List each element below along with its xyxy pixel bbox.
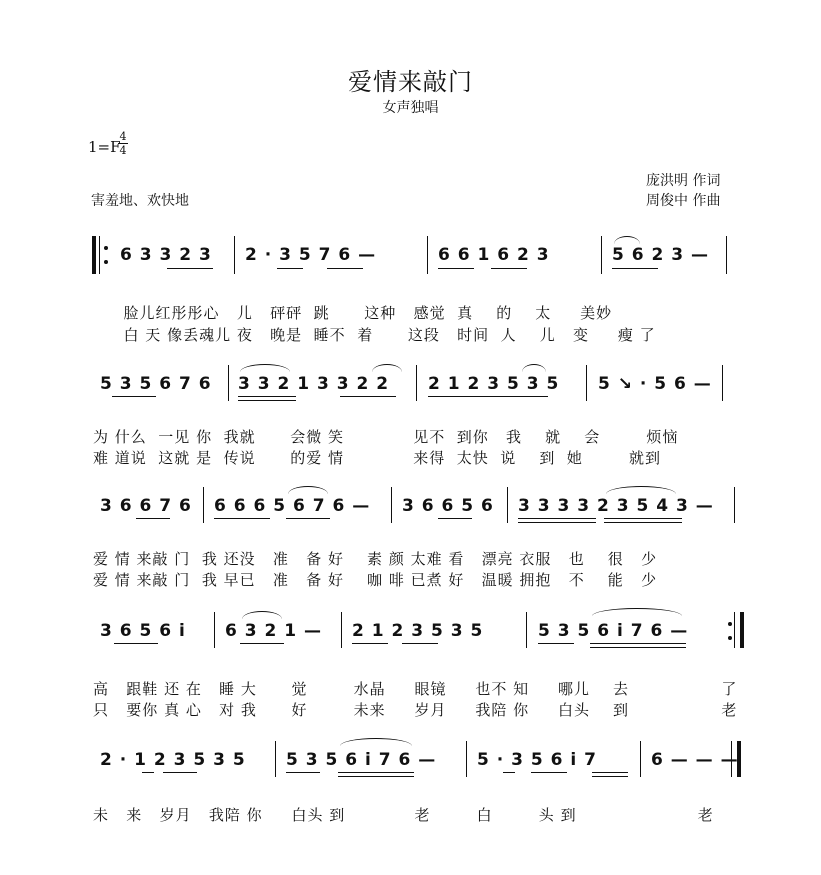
measure-notes: 5 3 5 6 7 6 — [100, 374, 212, 394]
slur — [242, 611, 282, 619]
barline — [726, 236, 727, 274]
slur — [288, 486, 328, 494]
composer-credit: 周俊中 作曲 — [646, 193, 721, 209]
beat-underline — [352, 643, 388, 644]
barline — [275, 741, 276, 777]
barline — [203, 487, 204, 523]
beat-underline — [327, 268, 363, 269]
measure-notes: 3 3 2 1 3 3 2 2 — [238, 374, 390, 394]
barline — [214, 612, 215, 648]
barline — [722, 365, 723, 401]
measure-notes: 3 6 5 6 i — [100, 621, 186, 641]
lyric-line: 爱 情 来敲 门 我 早已 准 备 好 咖 啡 已煮 好 温暖 拥抱 不 能 少 — [93, 571, 658, 589]
barline — [466, 741, 467, 777]
lyric-line: 难 道说 这就 是 传说 的爱 情 来得 太快 说 到 她 就到 — [93, 449, 662, 467]
measure-notes: 3 3 3 3 2 3 5 4 3 — — [518, 496, 714, 516]
beat-underline — [277, 268, 303, 269]
beat-underline — [163, 772, 197, 773]
lyricist-credit: 庞洪明 作词 — [646, 173, 721, 189]
lyric-line: 白 天 像丢魂儿 夜 晚是 睡不 着 这段 时间 人 儿 变 瘦 了 — [112, 326, 656, 344]
slur — [372, 364, 402, 372]
beat-underline — [503, 772, 515, 773]
measure-notes: 6 6 1 6 2 3 — [438, 245, 550, 265]
measure-notes: 5 3 5 6 i 7 6 — — [286, 750, 437, 770]
beat-underline — [238, 400, 296, 401]
barline — [234, 236, 235, 274]
lyric-line: 为 什么 一见 你 我就 会微 笑 见不 到你 我 就 会 烦恼 — [93, 428, 679, 446]
beat-underline — [286, 518, 330, 519]
beat-underline — [238, 396, 296, 397]
beat-underline — [428, 396, 548, 397]
measure-notes: 6 — — — — [651, 750, 739, 770]
final-barline — [737, 741, 741, 777]
measure-notes: 2 1 2 3 5 3 5 — [352, 621, 484, 641]
beat-underline — [604, 518, 682, 519]
repeat-end-barline — [740, 612, 744, 648]
beat-underline — [286, 772, 320, 773]
slur — [240, 364, 290, 372]
barline — [416, 365, 417, 401]
beat-underline — [338, 772, 414, 773]
meter-bottom: 4 — [119, 144, 127, 157]
barline — [734, 487, 735, 523]
beat-underline — [112, 396, 156, 397]
beat-underline — [142, 772, 154, 773]
beat-underline — [438, 268, 474, 269]
repeat-dot — [728, 636, 732, 640]
tempo-marking: 害羞地、欢快地 — [91, 193, 189, 209]
repeat-dot — [728, 622, 732, 626]
beat-underline — [590, 643, 686, 644]
measure-notes: 2 · 1 2 3 5 3 5 — [100, 750, 246, 770]
time-signature — [116, 131, 130, 156]
beat-underline — [114, 643, 158, 644]
beat-underline — [592, 776, 628, 777]
measure-notes: 6 3 3 2 3 — [120, 245, 212, 265]
repeat-dot — [104, 260, 108, 264]
song-title: 爱情来敲门 — [348, 68, 473, 96]
beat-underline — [538, 643, 574, 644]
measure-notes: 6 6 6 5 6 7 6 — — [214, 496, 371, 516]
beat-underline — [136, 518, 170, 519]
barline — [526, 612, 527, 648]
song-subtitle: 女声独唱 — [382, 100, 439, 116]
lyric-line: 爱 情 来敲 门 我 还没 准 备 好 素 颜 太难 看 漂亮 衣服 也 很 少 — [93, 550, 658, 568]
beat-underline — [240, 643, 284, 644]
barline — [391, 487, 392, 523]
measure-notes: 2 1 2 3 5 3 5 — [428, 374, 560, 394]
measure-notes: 2 · 3 5 7 6 — — [245, 245, 377, 265]
beat-underline — [518, 518, 596, 519]
measure-notes: 5 3 5 6 i 7 6 — — [538, 621, 689, 641]
measure-notes: 3 6 6 5 6 — [402, 496, 494, 516]
beat-underline — [612, 268, 658, 269]
barline — [731, 741, 732, 777]
barline — [427, 236, 428, 274]
barline — [99, 236, 100, 274]
key-signature: 1=F — [88, 138, 121, 156]
slur — [592, 608, 682, 616]
lyric-line: 只 要你 真 心 对 我 好 未来 岁月 我陪 你 白头 到 老 — [93, 701, 738, 719]
beat-underline — [518, 522, 596, 523]
beat-underline — [531, 772, 567, 773]
beat-underline — [604, 522, 682, 523]
measure-notes: 3 6 6 7 6 — [100, 496, 192, 516]
beat-underline — [590, 647, 686, 648]
barline — [734, 612, 735, 648]
barline — [640, 741, 641, 777]
beat-underline — [402, 643, 438, 644]
beat-underline — [340, 396, 396, 397]
slur — [340, 738, 412, 746]
barline — [228, 365, 229, 401]
beat-underline — [338, 776, 414, 777]
meter-top: 4 — [119, 130, 127, 143]
beat-underline — [592, 772, 628, 773]
barline — [586, 365, 587, 401]
beat-underline — [214, 518, 270, 519]
lyric-line: 脸儿红彤彤心 儿 砰砰 跳 这种 感觉 真 的 太 美妙 — [112, 304, 613, 322]
barline — [601, 236, 602, 274]
beat-underline — [167, 268, 213, 269]
measure-notes: 6 3 2 1 — — [225, 621, 322, 641]
barline — [341, 612, 342, 648]
beat-underline — [438, 518, 472, 519]
repeat-start-barline — [92, 236, 96, 274]
measure-notes: 5 ↘ · 5 6 — — [598, 374, 712, 394]
slur — [606, 486, 676, 494]
measure-notes: 5 6 2 3 — — [612, 245, 709, 265]
lyric-line: 高 跟鞋 还 在 睡 大 觉 水晶 眼镜 也不 知 哪儿 去 了 — [93, 680, 738, 698]
repeat-dot — [104, 246, 108, 250]
beat-underline — [491, 268, 527, 269]
lyric-line: 未 来 岁月 我陪 你 白头 到 老 白 头 到 老 — [93, 806, 714, 824]
slur — [614, 236, 640, 244]
measure-notes: 5 · 3 5 6 i 7 — [477, 750, 597, 770]
barline — [507, 487, 508, 523]
slur — [522, 364, 546, 372]
